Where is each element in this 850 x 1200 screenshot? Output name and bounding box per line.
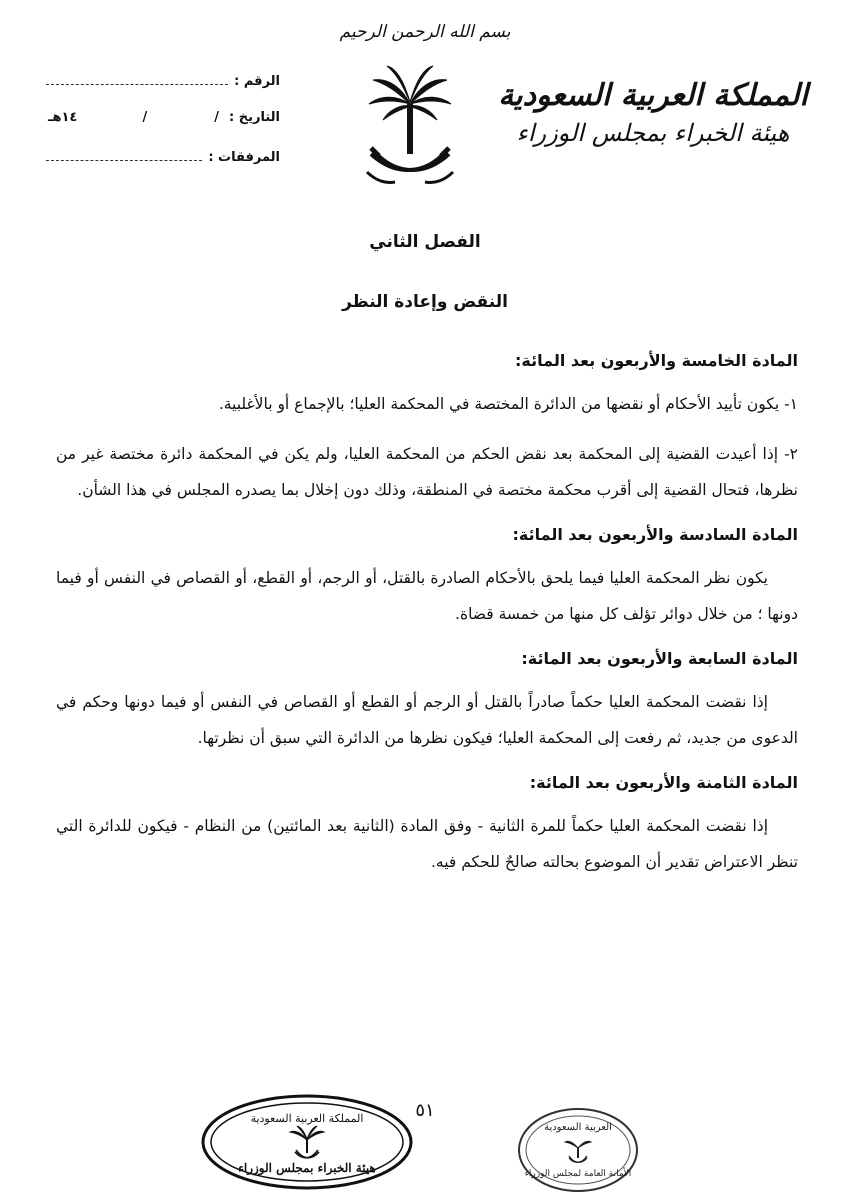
palm-swords-emblem-icon xyxy=(365,64,455,190)
date-year-suffix: ١٤هـ xyxy=(48,110,78,125)
section-title: النقض وإعادة النظر xyxy=(342,292,508,312)
article-heading: المادة الثامنة والأربعون بعد المائة: xyxy=(529,773,798,792)
article-146 xyxy=(56,522,798,632)
article-paragraph: إذا نقضت المحكمة العليا حكماً للمرة الثانية - وفق المادة (الثانية بعد المائتين) من النظام - فيكون للدائرة التي تنظر الاعتراض تقدير أن الموضوع بحالته صالحٌ للحكم فيه. xyxy=(56,817,798,871)
article-heading: المادة السابعة والأربعون بعد المائة: xyxy=(521,649,798,668)
official-seal-right-icon xyxy=(516,1104,641,1194)
date-separator: / xyxy=(214,110,222,125)
document-body xyxy=(56,348,798,894)
attachments-label: المرفقات : xyxy=(208,150,280,165)
basmala: بسم الله الرحمن الرحيم xyxy=(339,22,511,42)
org-name-line1: المملكة العربية السعودية xyxy=(498,78,808,113)
reference-row xyxy=(40,72,280,110)
page-number: ٥١ xyxy=(415,1100,435,1121)
seal-right-line2: الأمانة العامة لمجلس الوزراء xyxy=(524,1169,632,1179)
official-seal-left-icon xyxy=(200,1092,415,1192)
date-value xyxy=(40,110,229,125)
article-heading: المادة الخامسة والأربعون بعد المائة: xyxy=(515,351,798,370)
reference-field xyxy=(46,72,228,85)
seal-left-line2: هيئة الخبراء بمجلس الوزراء xyxy=(238,1161,376,1175)
article-147 xyxy=(56,646,798,756)
article-145 xyxy=(56,348,798,508)
seal-left-line1: المملكة العربية السعودية xyxy=(250,1112,364,1125)
article-paragraph: ٢- إذا أعيدت القضية إلى المحكمة بعد نقض الحكم من المحكمة العليا، ولم يكن في المحكمة دائرة مختصة غير من نظرها، فتحال القضية إلى أقرب محكمة مختصة في المنطقة، وذلك دون إخلال بما يصدره المجلس في هذا الشأن. xyxy=(56,445,798,499)
date-separator: / xyxy=(142,110,150,125)
seal-emblem-icon xyxy=(290,1126,324,1158)
date-label: التاريخ : xyxy=(229,110,280,125)
article-148 xyxy=(56,770,798,880)
organization-header xyxy=(498,78,808,150)
attachments-row xyxy=(40,148,280,186)
document-meta xyxy=(40,72,280,186)
reference-label: الرقم : xyxy=(234,74,280,89)
date-row xyxy=(40,110,280,148)
seal-right-emblem-icon xyxy=(565,1141,591,1162)
article-heading: المادة السادسة والأربعون بعد المائة: xyxy=(512,525,798,544)
attachments-field xyxy=(46,148,202,161)
seal-right-line1: العربية السعودية xyxy=(544,1122,612,1133)
article-paragraph: إذا نقضت المحكمة العليا حكماً صادراً بالقتل أو الرجم أو القطع أو القصاص في النفس أو فيما دونها وحكم في الدعوى من جديد، ثم رفعت إلى المحكمة العليا؛ فيكون نظرها من الدائرة التي سبق أن نظرتها. xyxy=(56,693,798,747)
article-paragraph: يكون نظر المحكمة العليا فيما يلحق بالأحكام الصادرة بالقتل، أو الرجم، أو القطع، أو القصاص في النفس أو فيما دونها ؛ من خلال دوائر تؤلف كل منها من خمسة قضاة. xyxy=(56,569,798,623)
org-name-line2: هيئة الخبراء بمجلس الوزراء xyxy=(516,119,790,147)
chapter-title: الفصل الثاني xyxy=(369,232,481,252)
article-paragraph: ١- يكون تأييد الأحكام أو نقضها من الدائرة المختصة في المحكمة العليا؛ بالإجماع أو بالأغلبية. xyxy=(218,395,798,413)
